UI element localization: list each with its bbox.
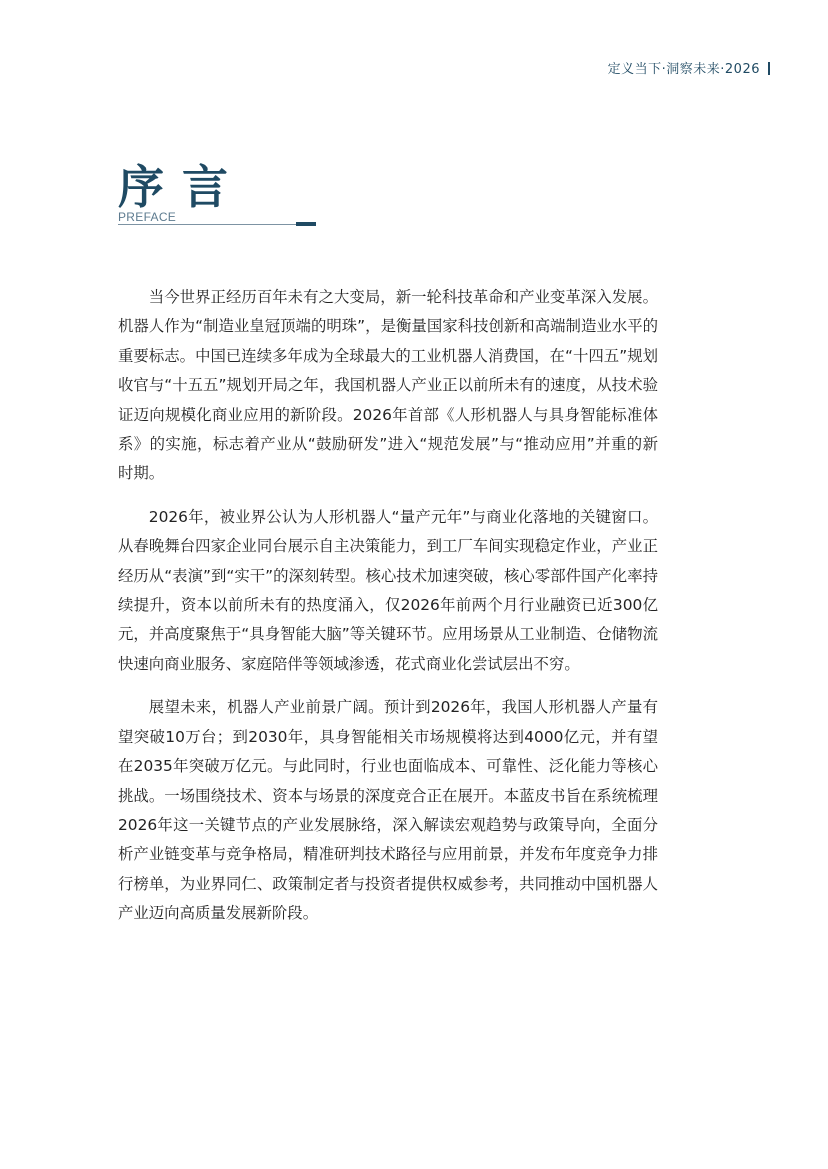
header-divider-bar [768, 62, 770, 75]
preface-paragraph-1: 当今世界正经历百年未有之大变局，新一轮科技革命和产业变革深入发展。机器人作为“制造业皇冠顶端的明珠”，是衡量国家科技创新和高端制造业水平的重要标志。中国已连续多年成为全球最大的工业机器人消费国，在“十四五”规划收官与“十五五”规划开局之年，我国机器人产业正以前所未有的速度，从技术验证迈向规模化商业应用的新阶段。2026年首部《人形机器人与具身智能标准体系》的实施，标志着产业从“鼓励研发”进入“规范发展”与“推动应用”并重的新时期。 [118, 288, 658, 483]
header-tagline-text: 定义当下·洞察未来·2026 [607, 62, 760, 77]
title-underline [118, 224, 296, 225]
section-title [118, 160, 246, 224]
preface-paragraph-3: 展望未来，机器人产业前景广阔。预计到2026年，我国人形机器人产量有望突破10万台；到2030年，具身智能相关市场规模将达到4000亿元，并有望在2035年突破万亿元。与此同时，行业也面临成本、可靠性、泛化能力等核心挑战。一场围绕技术、资本与场景的深度竞合正在展开。本蓝皮书旨在系统梳理2026年这一关键节点的产业发展脉络，深入解读宏观趋势与政策导向，全面分析产业链变革与竞争格局，精准研判技术路径与应用前景，并发布年度竞争力排行榜单，为业界同仁、政策制定者与投资者提供权威参考，共同推动中国机器人产业迈向高质量发展新阶段。 [118, 698, 658, 923]
page-title: 序言 [118, 160, 246, 214]
title-underline-accent [296, 222, 316, 226]
page-subtitle: PREFACE [118, 210, 177, 224]
header-tagline [608, 58, 770, 77]
preface-paragraph-2: 2026年，被业界公认为人形机器人“量产元年”与商业化落地的关键窗口。从春晚舞台四家企业同台展示自主决策能力，到工厂车间实现稳定作业，产业正经历从“表演”到“实干”的深刻转型。核心技术加速突破，核心零部件国产化率持续提升，资本以前所未有的热度涌入，仅2026年前两个月行业融资已近300亿元，并高度聚焦于“具身智能大脑”等关键环节。应用场景从工业制造、仓储物流快速向商业服务、家庭陪伴等领域渗透，花式商业化尝试层出不穷。 [118, 507, 658, 673]
preface-body [118, 283, 658, 943]
